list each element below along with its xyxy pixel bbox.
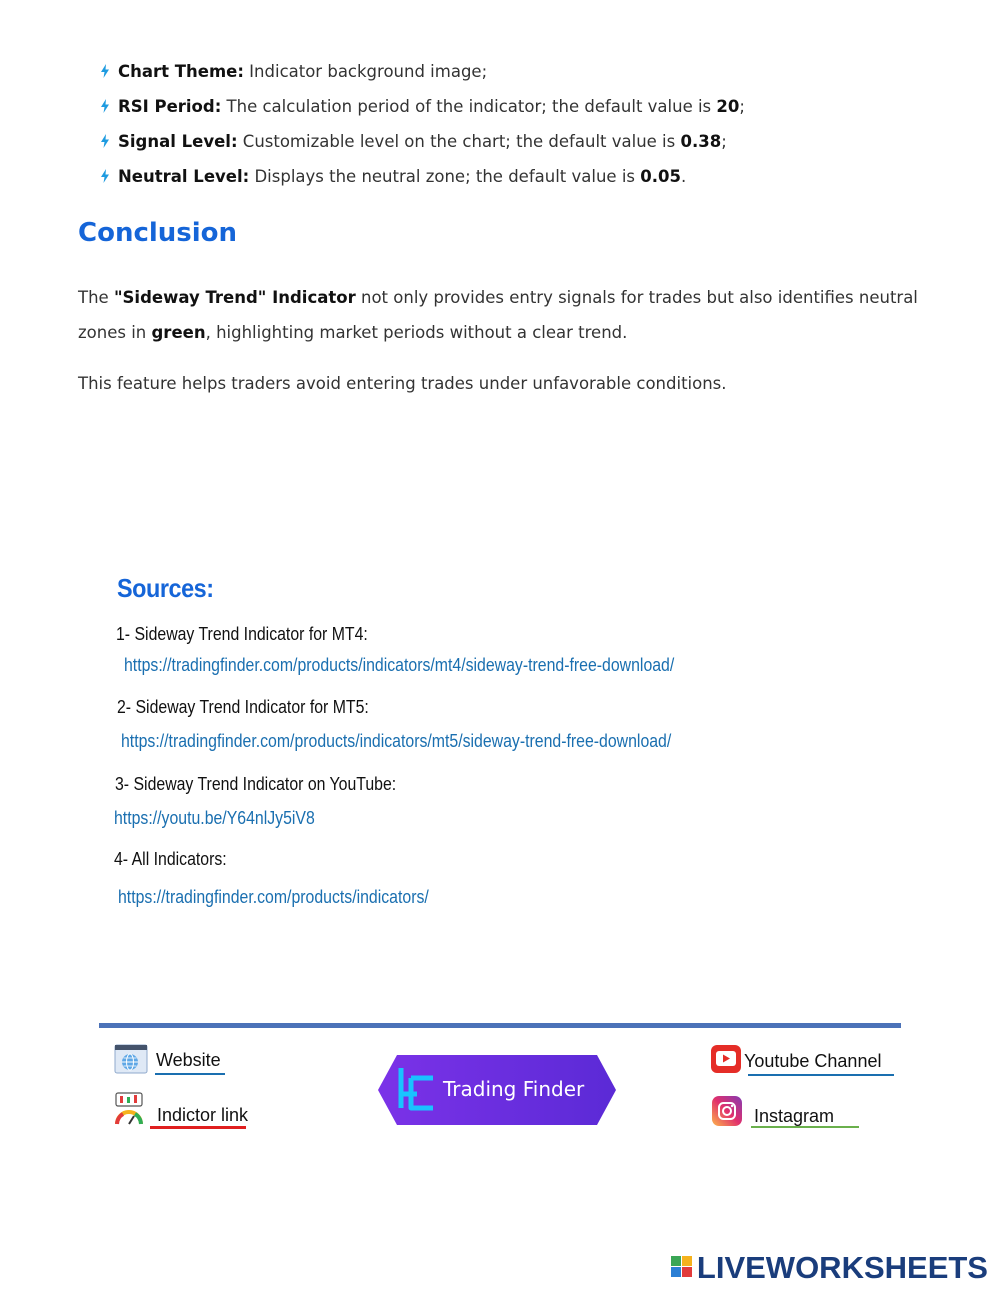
logo-text: Trading Finder <box>443 1077 585 1101</box>
youtube-icon <box>711 1045 741 1077</box>
liveworksheets-logo-icon <box>671 1252 693 1288</box>
youtube-underline <box>748 1074 894 1076</box>
bullet-value: 20 <box>716 97 740 116</box>
website-link[interactable]: Website <box>156 1050 221 1070</box>
source-link-youtube[interactable]: https://youtu.be/Y64nlJy5iV8 <box>114 808 315 828</box>
indicator-name: "Sideway Trend" Indicator <box>113 288 356 307</box>
lightning-bullet-icon <box>100 94 118 122</box>
instagram-underline <box>751 1126 859 1128</box>
youtube-channel-link[interactable]: Youtube Channel <box>744 1051 882 1071</box>
paragraph-text: , highlighting market periods without a clear trend. <box>205 323 628 342</box>
paragraph-text: The <box>78 288 114 307</box>
bullet-text: Customizable level on the chart; the default value is <box>237 132 681 151</box>
bullet-end: ; <box>721 132 727 151</box>
source-link-mt5[interactable]: https://tradingfinder.com/products/indicators/mt5/sideway-trend-free-download/ <box>121 731 672 751</box>
feature-paragraph: This feature helps traders avoid entering trades under unfavorable conditions. <box>78 374 727 393</box>
source-label: 2- Sideway Trend Indicator for MT5: <box>117 697 369 717</box>
liveworksheets-watermark <box>671 1250 988 1288</box>
list-item <box>100 163 745 198</box>
sources-title: Sources: <box>117 573 214 603</box>
instagram-icon <box>712 1096 742 1130</box>
footer-divider <box>99 1023 901 1028</box>
source-link-all-indicators[interactable]: https://tradingfinder.com/products/indicators/ <box>118 887 429 907</box>
bullet-value: 0.38 <box>680 132 722 151</box>
source-label: 1- Sideway Trend Indicator for MT4: <box>116 624 368 644</box>
green-word: green <box>151 323 206 342</box>
lightning-bullet-icon <box>100 59 118 87</box>
website-underline <box>155 1073 225 1075</box>
indicator-link[interactable]: Indictor link <box>157 1105 249 1125</box>
bullet-label: Chart Theme: <box>118 62 244 81</box>
list-item <box>100 93 745 128</box>
list-item <box>100 128 745 163</box>
bullet-end: ; <box>739 97 745 116</box>
source-label: 3- Sideway Trend Indicator on YouTube: <box>115 774 397 794</box>
bullet-text: Displays the neutral zone; the default value is <box>249 167 641 186</box>
source-label: 4- All Indicators: <box>114 849 227 869</box>
bullet-text: The calculation period of the indicator; the default value is <box>221 97 717 116</box>
instagram-link[interactable]: Instagram <box>754 1106 835 1126</box>
source-link-mt4[interactable]: https://tradingfinder.com/products/indicators/mt4/sideway-trend-free-download/ <box>124 655 675 675</box>
bullet-label: Signal Level: <box>118 132 238 151</box>
lightning-bullet-icon <box>100 164 118 192</box>
trading-finder-logo <box>377 1054 617 1126</box>
bullet-text: Indicator background image; <box>243 62 488 81</box>
conclusion-heading: Conclusion <box>78 218 238 248</box>
globe-icon <box>114 1044 148 1078</box>
parameter-list <box>100 58 745 198</box>
watermark-text: LIVEWORKSHEETS <box>696 1250 988 1285</box>
paragraph-text: not only provides entry signals for trades but also identifies neutral zones in <box>78 288 918 342</box>
bullet-label: Neutral Level: <box>118 167 250 186</box>
indicator-underline <box>150 1126 246 1129</box>
lightning-bullet-icon <box>100 129 118 157</box>
gauge-indicator-icon <box>114 1092 146 1130</box>
bullet-value: 0.05 <box>640 167 681 186</box>
bullet-end: . <box>680 167 687 186</box>
conclusion-paragraph <box>78 280 960 350</box>
bullet-label: RSI Period: <box>118 97 222 116</box>
list-item <box>100 58 745 93</box>
